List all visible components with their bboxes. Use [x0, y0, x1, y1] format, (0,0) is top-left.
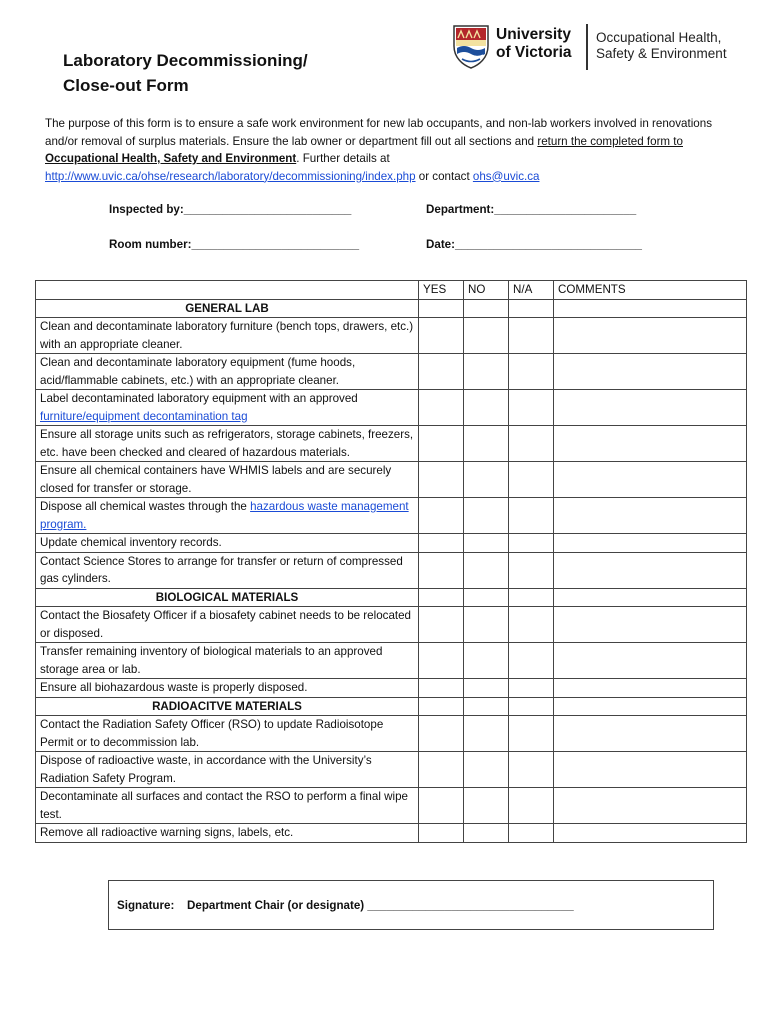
section-heading-row [36, 299, 747, 318]
no-cell[interactable] [464, 318, 509, 354]
item-text: Contact the Radiation Safety Officer (RSO) to update Radioisotope Permit or to decommission lab. [36, 716, 419, 752]
intro-underlined-text: return the completed form to Occupational Health, Safety and Environment [45, 134, 683, 165]
intro-paragraph: The purpose of this form is to ensure a safe work environment for new lab occupants, and non-lab workers involved in renovations and/or removal of surplus materials. Ensure the lab owner or department fill out all sections and return the completed form to Occupational Health, Safety and Environment. Further details at http://www.uvic.ca/ohse/research/laboratory/decommissioning/index.php or contact ohs@uvic.ca [45, 117, 712, 183]
table-row [36, 534, 747, 553]
department-name: Occupational Health, Safety & Environment [596, 30, 727, 61]
table-row [36, 426, 747, 462]
table-row [36, 462, 747, 498]
yes-cell[interactable] [419, 534, 464, 553]
item-text: Ensure all biohazardous waste is properly disposed. [36, 679, 419, 698]
item-text: Label decontaminated laboratory equipment with an approved furniture/equipment decontamination tag [36, 390, 419, 426]
yes-cell[interactable] [419, 462, 464, 498]
table-row [36, 679, 747, 698]
yes-cell[interactable] [419, 679, 464, 698]
item-text: Remove all radioactive warning signs, labels, etc. [36, 824, 419, 843]
col-no: NO [464, 281, 509, 300]
comments-cell[interactable] [554, 679, 747, 698]
no-cell[interactable] [464, 716, 509, 752]
section-heading-row [36, 588, 747, 607]
uvic-crest-icon [452, 24, 490, 70]
na-cell[interactable] [509, 643, 554, 679]
department-field[interactable]: Department:______________________ [426, 203, 637, 216]
comments-cell[interactable] [554, 462, 747, 498]
na-cell[interactable] [509, 752, 554, 788]
section-heading-radioactive: RADIOACITVE MATERIALS [36, 697, 419, 716]
inspected-by-field[interactable]: Inspected by:__________________________ [109, 203, 352, 216]
table-row [36, 716, 747, 752]
hazardous-waste-link[interactable]: hazardous waste management program. [40, 500, 409, 531]
item-text: Clean and decontaminate laboratory furniture (bench tops, drawers, etc.) with an appropriate cleaner. [36, 318, 419, 354]
col-comments: COMMENTS [554, 281, 747, 300]
table-row [36, 318, 747, 354]
col-yes: YES [419, 281, 464, 300]
na-cell[interactable] [509, 426, 554, 462]
na-cell[interactable] [509, 679, 554, 698]
na-cell[interactable] [509, 534, 554, 553]
yes-cell[interactable] [419, 788, 464, 824]
decommissioning-url-link[interactable]: http://www.uvic.ca/ohse/research/laboratory/decommissioning/index.php [45, 169, 416, 183]
na-cell[interactable] [509, 462, 554, 498]
col-na: N/A [509, 281, 554, 300]
no-cell[interactable] [464, 607, 509, 643]
section-heading-row [36, 697, 747, 716]
no-cell[interactable] [464, 390, 509, 426]
signature-label: Signature: [117, 899, 175, 912]
comments-cell[interactable] [554, 498, 747, 534]
na-cell[interactable] [509, 390, 554, 426]
comments-cell[interactable] [554, 643, 747, 679]
no-cell[interactable] [464, 534, 509, 553]
no-cell[interactable] [464, 426, 509, 462]
item-text: Dispose all chemical wastes through the hazardous waste management program. [36, 498, 419, 534]
checklist-table [35, 280, 747, 843]
no-cell[interactable] [464, 824, 509, 843]
table-row [36, 824, 747, 843]
yes-cell[interactable] [419, 552, 464, 588]
table-row [36, 752, 747, 788]
yes-cell[interactable] [419, 824, 464, 843]
yes-cell[interactable] [419, 426, 464, 462]
table-row [36, 552, 747, 588]
item-text: Dispose of radioactive waste, in accordance with the University’s Radiation Safety Program. [36, 752, 419, 788]
university-name: University of Victoria [496, 26, 572, 61]
signature-line[interactable]: Department Chair (or designate) ________________________________ [187, 899, 574, 912]
item-text: Contact Science Stores to arrange for transfer or return of compressed gas cylinders. [36, 552, 419, 588]
item-text: Ensure all chemical containers have WHMIS labels and are securely closed for transfer or storage. [36, 462, 419, 498]
item-text: Update chemical inventory records. [36, 534, 419, 553]
na-cell[interactable] [509, 354, 554, 390]
comments-cell[interactable] [554, 824, 747, 843]
date-field[interactable]: Date:_____________________________ [426, 238, 642, 251]
na-cell[interactable] [509, 318, 554, 354]
ohs-email-link[interactable]: ohs@uvic.ca [472, 169, 540, 183]
yes-cell[interactable] [419, 643, 464, 679]
table-row [36, 607, 747, 643]
no-cell[interactable] [464, 462, 509, 498]
na-cell[interactable] [509, 498, 554, 534]
na-cell[interactable] [509, 788, 554, 824]
title-line-2: Close-out Form [63, 76, 189, 95]
page-title [63, 48, 308, 98]
room-number-field[interactable]: Room number:__________________________ [109, 238, 360, 251]
decon-tag-link[interactable]: furniture/equipment decontamination tag [40, 409, 248, 423]
item-text: Contact the Biosafety Officer if a biosafety cabinet needs to be relocated or disposed. [36, 607, 419, 643]
item-text: Transfer remaining inventory of biological materials to an approved storage area or lab. [36, 643, 419, 679]
table-row [36, 788, 747, 824]
comments-cell[interactable] [554, 318, 747, 354]
yes-cell[interactable] [419, 318, 464, 354]
no-cell[interactable] [464, 643, 509, 679]
na-cell[interactable] [509, 824, 554, 843]
comments-cell[interactable] [554, 788, 747, 824]
na-cell[interactable] [509, 607, 554, 643]
table-row [36, 498, 747, 534]
logo-divider [586, 24, 588, 70]
table-header-row [36, 281, 747, 300]
no-cell[interactable] [464, 752, 509, 788]
comments-cell[interactable] [554, 354, 747, 390]
yes-cell[interactable] [419, 607, 464, 643]
comments-cell[interactable] [554, 534, 747, 553]
item-text: Clean and decontaminate laboratory equipment (fume hoods, acid/flammable cabinets, etc.) with an appropriate cleaner. [36, 354, 419, 390]
yes-cell[interactable] [419, 498, 464, 534]
comments-cell[interactable] [554, 716, 747, 752]
no-cell[interactable] [464, 552, 509, 588]
item-text: Ensure all storage units such as refrigerators, storage cabinets, freezers, etc. have been checked and cleared of hazardous materials. [36, 426, 419, 462]
comments-cell[interactable] [554, 426, 747, 462]
na-cell[interactable] [509, 716, 554, 752]
no-cell[interactable] [464, 679, 509, 698]
no-cell[interactable] [464, 788, 509, 824]
title-line-1: Laboratory Decommissioning/ [63, 51, 308, 70]
item-text: Decontaminate all surfaces and contact the RSO to perform a final wipe test. [36, 788, 419, 824]
comments-cell[interactable] [554, 607, 747, 643]
comments-cell[interactable] [554, 752, 747, 788]
comments-cell[interactable] [554, 390, 747, 426]
signature-box [108, 880, 714, 930]
section-heading-biological: BIOLOGICAL MATERIALS [36, 588, 419, 607]
comments-cell[interactable] [554, 552, 747, 588]
table-row [36, 390, 747, 426]
table-row [36, 354, 747, 390]
section-heading-general: GENERAL LAB [36, 299, 419, 318]
table-row [36, 643, 747, 679]
no-cell[interactable] [464, 354, 509, 390]
yes-cell[interactable] [419, 716, 464, 752]
na-cell[interactable] [509, 552, 554, 588]
yes-cell[interactable] [419, 752, 464, 788]
yes-cell[interactable] [419, 390, 464, 426]
no-cell[interactable] [464, 498, 509, 534]
yes-cell[interactable] [419, 354, 464, 390]
